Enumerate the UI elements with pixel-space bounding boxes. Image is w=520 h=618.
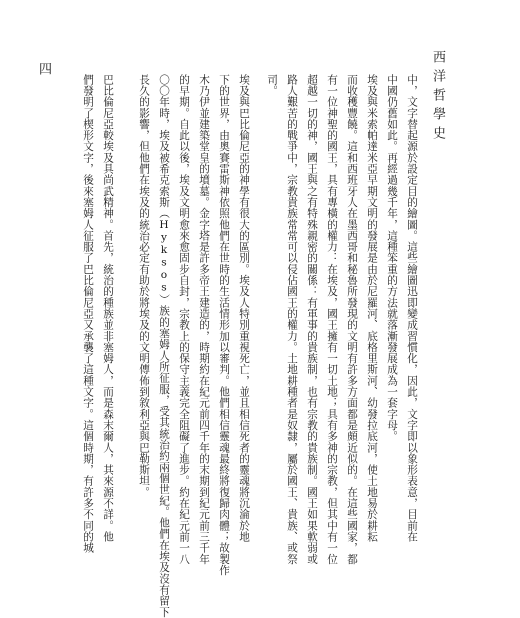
- text-column: 路人艱苦的戰爭中，宗教貴族常常可以侵佔國王的權力。土地耕種者是奴隸，屬於國王、貴族、或祭: [286, 74, 298, 565]
- text-column: 司。: [266, 74, 278, 97]
- text-column: 〇〇年時，埃及被希克索斯（Hyksos）族的塞姆人所征服，受其統治約兩個世紀。他們在埃及沒有留下: [158, 74, 170, 618]
- text-column: 長久的影響，但他們在埃及的統治必定有助於將埃及的文明傳佈到敘利亞與巴勒斯坦。: [138, 74, 150, 498]
- page-number: 四: [36, 62, 51, 75]
- text-column: 而收穫豐饒。這和西班牙人在墨西哥和秘魯所發現的文明有許多方面都是頗近似的。在這些國家，都: [346, 74, 358, 565]
- text-column: 巴比倫尼亞較埃及具尚武精神。首先，統治的種族並非塞姆人，而是森末爾人，其來源不詳。他: [102, 74, 114, 543]
- text-column: 中，文字替起源於設定目的繪圖。這些繪圖迅即變成習慣化，因此，文字即以象形表意，目前在: [406, 74, 418, 543]
- text-column: 埃及與巴比倫尼亞的神學有很大的區別。埃及人特別重視死亡，並且相信死者的靈魂將沉淪於地: [238, 74, 250, 543]
- text-column: 埃及與米索帕達米亞早期文明的發展是由於尼羅河、底格里斯河、幼發拉底河，使土地易於耕耘: [366, 74, 378, 543]
- text-column: 中國仍舊如此。再經過幾千年，這種笨重的方法就落漸發展成為一套字母。: [386, 74, 398, 442]
- running-head-title: 西洋哲學史: [430, 50, 445, 145]
- text-column: 們發明了楔形文字，後來塞姆人征服了巴比倫尼亞又承襲了這種文字。這個時期，有許多不同的城: [82, 74, 94, 554]
- text-column: 的早期。自此以後，埃及文明愈來愈固步自封，宗教上的保守主義完全阻礙了進步。約在紀元前一八: [178, 74, 190, 565]
- text-column: 木乃伊並建築堂皇的墳墓。金字塔是許多帝王建造的，時期約在紀元前四千年的末期到紀元前三千年: [198, 74, 210, 565]
- text-column: 下的世界，由奧賽雷斯神依照他們在世時的生活情形加以審判。他們相信靈魂最終將復歸肉體；故製作: [218, 74, 230, 576]
- text-column: 超越一切的神，國王與之有特殊親密的關係：有軍事的貴族制，也有宗教的貴族制。國王如果軟弱或: [306, 74, 318, 565]
- text-column: 有一位神聖的國王，具有專橫的權力：在埃及，國王擁有一切土地；具有多神的宗教，但其中有一位: [326, 74, 338, 565]
